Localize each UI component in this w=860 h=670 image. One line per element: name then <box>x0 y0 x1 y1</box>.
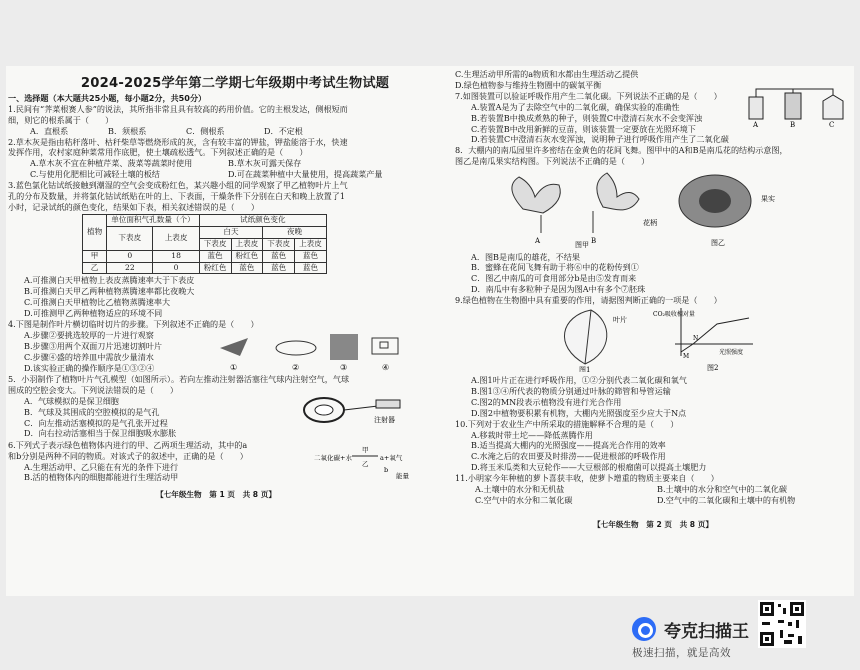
table-row <box>83 250 327 262</box>
q7-option-c[interactable]: C.若装置B中改用新鲜的豆苗，则该装置一定要放在光照环境下 <box>471 123 696 134</box>
formula-reactants: 二氧化碳+水 <box>314 453 352 462</box>
table-header-day: 白天 <box>199 226 263 238</box>
q2-options-ab <box>6 158 426 169</box>
q7-block <box>453 91 853 145</box>
table-cell: 蓝色 <box>231 262 263 274</box>
left-column <box>6 66 426 500</box>
table-cell: 18 <box>153 250 199 262</box>
formula-products: a+氧气 <box>380 453 403 462</box>
q2-option-d[interactable]: D.可在蔬菜种植中大量使用，提高蔬菜产量 <box>228 169 383 180</box>
q1-option-d[interactable]: D．不定根 <box>264 125 303 136</box>
figure-caption: 图乙 <box>711 238 725 247</box>
right-column <box>453 66 853 531</box>
q7-apparatus-figure <box>745 87 853 127</box>
q10-option-c[interactable]: C.水淹之后的农田要及时排涝——促进根部的呼吸作用 <box>471 451 666 462</box>
q1-stem-2: 细，则它的根系属于（ ） <box>8 114 114 125</box>
q3-stem-1: 3.蓝色氯化钴试纸接触到潮湿的空气会变成粉红色，某兴趣小组的同学观察了甲乙植物叶片上气 <box>8 180 348 191</box>
q4-option-b[interactable]: B.步骤③用两个双面刀片迅速切割叶片 <box>24 340 163 351</box>
q3-option-c[interactable]: C.可推测白天甲植物比乙植物蒸腾速率大 <box>24 297 171 308</box>
step-label: ④ <box>382 362 390 372</box>
q6-option-b[interactable]: B.活的植物体内的细胞都能进行生理活动甲 <box>24 472 179 483</box>
q10-option-b[interactable]: B.适当提高大棚内的光照强度——提高光合作用的效率 <box>471 440 666 451</box>
q1-options <box>6 126 426 137</box>
table-subheader-night-lower: 下表皮 <box>263 238 295 250</box>
table-cell: 乙 <box>83 262 107 274</box>
q11-option-b[interactable]: B.土壤中的水分和空气中的二氧化碳 <box>657 484 787 495</box>
petri-dish-icon <box>276 341 316 355</box>
formula-energy: 能量 <box>396 471 409 480</box>
q5-option-a[interactable]: A．气球模拟的是保卫细胞 <box>24 395 119 406</box>
q9-option-c[interactable]: C.图2的MN段表示植物没有进行光合作用 <box>471 396 622 407</box>
table-header-count: 单位面积气孔数量（个） <box>107 214 200 226</box>
page-footer-2: 【七年级生物 第 2 页 共 8 页】 <box>593 519 713 529</box>
q3-data-table <box>82 214 327 275</box>
q5-stem-2: 围成的空腔会变大。下列说法错误的是（ ） <box>8 384 178 395</box>
table-header-upper: 上表皮 <box>153 226 199 250</box>
q10-option-a[interactable]: A.移栽时带土坨——降低蒸腾作用 <box>471 429 593 440</box>
q5-stomata-model-figure <box>298 390 408 436</box>
q11-options-ab <box>453 484 853 495</box>
step-label: ① <box>230 362 238 372</box>
flask-label: A <box>753 120 759 127</box>
q6-option-c[interactable]: C.生理活动甲所需的a物质和水都由生理活动乙提供 <box>455 69 639 79</box>
watermark-subtitle: 极速扫描，就是高效 <box>632 647 731 659</box>
flask-label: B <box>790 120 796 127</box>
q2-stem-2: 发挥作用，农村家庭种菜常用作底肥，使土壤疏松透气。下列叙述正确的是（ ） <box>8 147 308 158</box>
exam-sheet <box>6 66 854 596</box>
q4-stem: 4.下图是制作叶片横切临时切片的步骤。下列叙述不正确的是（ ） <box>8 319 259 330</box>
flask-b-icon <box>785 93 801 119</box>
q11-option-d[interactable]: D.空气中的二氧化碳和土壤中的有机物 <box>657 494 796 505</box>
q5-option-d[interactable]: D．向右拉动活塞相当于保卫细胞吸水膨胀 <box>24 428 177 439</box>
table-cell: 蓝色 <box>295 262 327 274</box>
formula-b: b <box>384 465 389 474</box>
q9-option-d[interactable]: D.图2中植物要积累有机物，大棚内光照强度至少应大于N点 <box>471 407 687 418</box>
table-subheader-night-upper: 上表皮 <box>295 238 327 250</box>
q8-option-a[interactable]: A．图B是南瓜的雄花，不结果 <box>471 251 580 262</box>
exam-title: 2024-2025学年第二学期七年级期中考试生物试题 <box>80 76 390 91</box>
q8-stem-1: 8．大棚内的南瓜园里许多密结在金黄色的花间飞舞。图甲中的A和B是南瓜花的结构示意图， <box>455 144 788 155</box>
q8-stem-2: 图乙是南瓜果实结构图。下列说法不正确的是（ ） <box>455 155 650 166</box>
watermark-title: 夸克扫描王 <box>664 622 749 642</box>
figure-caption: 图1 <box>579 366 591 373</box>
q6-formula-figure <box>312 440 420 480</box>
q2-option-c[interactable]: C.与使用化肥相比可减轻土壤的板结 <box>30 169 160 180</box>
q8-option-d[interactable]: D．南瓜中有多粒种子是因为图A中有多个⑦胚珠 <box>471 284 646 295</box>
table-cell: 0 <box>107 250 153 262</box>
q9-figures <box>453 306 853 372</box>
q1-option-c[interactable]: C．侧根系 <box>186 125 225 136</box>
q1-option-a[interactable]: A．直根系 <box>30 125 69 136</box>
q3-option-b[interactable]: B.可推测白天甲乙两种植物蒸腾速率都比夜晚大 <box>24 286 195 297</box>
q3-option-d[interactable]: D.可推测甲乙两种植物适应的环境不同 <box>24 308 163 319</box>
q6-stem-1: 6.下列式子表示绿色植物体内进行的甲、乙两项生理活动，其中的a <box>8 439 248 450</box>
q11-options-cd <box>453 495 853 506</box>
q7-option-a[interactable]: A.装置A是为了去除空气中的二氧化碳，确保实验的准确性 <box>471 101 680 112</box>
q9-stem: 9.绿色植物在生物圈中具有重要的作用，请据图判断正确的一项是（ ） <box>455 295 722 306</box>
table-cell: 粉红色 <box>199 262 231 274</box>
syringe-label: 注射器 <box>374 415 395 424</box>
q6-stem-2: 和b分别是两种不同的物质。对该式子的叙述中，正确的是（ ） <box>8 450 248 461</box>
table-cell: 蓝色 <box>295 250 327 262</box>
table-header-night: 夜晚 <box>263 226 327 238</box>
q8-option-c[interactable]: C．图乙中南瓜的可食用部分b是由⑤发育而来 <box>471 273 637 284</box>
syringe-icon <box>376 400 400 408</box>
q2-options-cd <box>6 169 426 180</box>
figure-label: 叶片 <box>613 316 627 325</box>
q1-stem-1: 1.民间有“荠菜根赛人参”的说法，其所指非常且具有较高的药用价值。它的主根发达，侧根短而 <box>8 103 348 114</box>
q9-option-b[interactable]: B.图1③④所代表的物质分别通过叶脉的筛管和导管运输 <box>471 385 671 396</box>
figure-label: A <box>535 236 541 245</box>
figure-label: 果实 <box>761 194 775 203</box>
q8-option-b[interactable]: B．蜜蜂在花间飞舞有助于将⑥中的花粉传到① <box>471 262 639 273</box>
q10-option-d[interactable]: D.将玉米瓜类和大豆轮作——大豆根部的根瘤菌可以提高土壤肥力 <box>471 462 707 473</box>
q11-stem: 11.小明家今年种植的萝卜喜获丰收，使萝卜增重的物质主要来自（ ） <box>455 473 719 484</box>
axis-label-x: 光照强度 <box>719 349 744 357</box>
figure-caption: 图甲 <box>575 240 589 249</box>
q5-stem-1: 5．小羽制作了植物叶片气孔模型（如图所示）。若向左推动注射器活塞往气球内注射空气，气球 <box>8 373 350 384</box>
table-cell: 粉红色 <box>231 250 263 262</box>
formula-process-1: 甲 <box>362 445 369 454</box>
figure-caption: 图2 <box>707 364 719 373</box>
q2-stem-1: 2.草木灰是指由秸秆落叶、枯秆柴草等燃烧形成的灰，含有较丰富的钾盐，钾盐能溶于水，快速 <box>8 136 348 147</box>
q4-option-a[interactable]: A.步骤②要挑选较厚的一片进行观察 <box>24 329 154 340</box>
q4-steps-figure <box>206 330 406 374</box>
table-header-color: 试纸颜色变化 <box>199 214 326 226</box>
q2-option-a[interactable]: A.草木灰不宜在种植芹菜、菠菜等蔬菜时使用 <box>30 158 193 169</box>
table-cell: 甲 <box>83 250 107 262</box>
step-label: ③ <box>340 362 348 372</box>
point-n: N <box>693 335 699 343</box>
step-label: ② <box>292 362 300 372</box>
co2-curve <box>681 318 749 352</box>
hand-slicing-icon <box>330 334 358 360</box>
q8-flower-figure <box>453 167 853 249</box>
table-subheader-day-lower: 下表皮 <box>199 238 231 250</box>
table-header-plant: 植物 <box>83 214 107 250</box>
section-heading: 一、选择题（本大题共25小题，每小题2分，共50分） <box>8 92 207 103</box>
q7-option-b[interactable]: B.若装置B中换成煮熟的种子，则装置C中澄清石灰水不会变浑浊 <box>471 112 703 123</box>
q7-stem: 7.如图装置可以验证呼吸作用产生二氧化碳。下列说法不正确的是（ ） <box>455 90 722 101</box>
q11-option-c[interactable]: C.空气中的水分和二氧化碳 <box>475 494 573 505</box>
q7-option-d[interactable]: D.若装置C中澄清石灰水变浑浊，说明种子进行呼吸作用产生了二氧化碳 <box>471 134 729 145</box>
q1-option-b[interactable]: B．须根系 <box>108 125 147 136</box>
leaf-icon <box>220 338 248 356</box>
flask-a-icon <box>749 97 763 119</box>
q5-option-c[interactable]: C．向左推动活塞模拟的是气孔张开过程 <box>24 417 168 428</box>
flower-b-icon <box>597 173 639 210</box>
formula-process-2: 乙 <box>362 459 369 468</box>
table-subheader-day-upper: 上表皮 <box>231 238 263 250</box>
table-row <box>83 262 327 274</box>
table-header-lower: 下表皮 <box>107 226 153 250</box>
q4-option-c[interactable]: C.步骤④盛的培养皿中需放少量清水 <box>24 351 154 362</box>
q9-option-a[interactable]: A.图1叶片正在进行呼吸作用，①②分别代表二氧化碳和氧气 <box>471 374 687 385</box>
figure-label: 花柄 <box>643 218 657 227</box>
q2-option-b[interactable]: B.草木灰可露天保存 <box>228 158 302 169</box>
figure-label: B <box>591 236 597 245</box>
q3-stem-3: 小时，记录试纸的颜色变化，结果如下表，相关叙述错误的是（ ） <box>8 201 259 212</box>
q6-option-d[interactable]: D.绿色植物参与维持生物圈中的碳氧平衡 <box>455 79 602 90</box>
qr-code-icon[interactable] <box>758 600 806 648</box>
table-cell: 蓝色 <box>263 250 295 262</box>
page-footer-1: 【七年级生物 第 1 页 共 8 页】 <box>156 489 276 499</box>
q3-stem-2: 孔的分布及数量，并将氯化钴试纸贴在叶的上、下表面，干燥条件下分别在白天和晚上放置了1 <box>8 191 345 202</box>
q4-option-d[interactable]: D.该实验正确的操作顺序是①③②④ <box>24 362 155 373</box>
flask-c-icon <box>823 95 843 119</box>
axis-label-y: CO₂吸收相对量 <box>653 311 695 319</box>
table-cell: 蓝色 <box>199 250 231 262</box>
q5-option-b[interactable]: B．气球及其围成的空腔模拟的是气孔 <box>24 406 160 417</box>
q6-option-a[interactable]: A.生理活动甲、乙只能在有光的条件下进行 <box>24 461 179 472</box>
slide-icon <box>372 338 398 354</box>
q11-option-a[interactable]: A.土壤中的水分和无机盐 <box>475 484 565 495</box>
flower-a-icon <box>512 177 560 213</box>
q4-block <box>6 330 426 374</box>
q5-block <box>6 396 426 440</box>
point-m: M <box>683 353 690 361</box>
q3-option-a[interactable]: A.可推测白天甲植物上表皮蒸腾速率大于下表皮 <box>24 275 195 286</box>
table-cell: 0 <box>153 262 199 274</box>
flask-label: C <box>829 120 835 127</box>
q10-stem: 10.下列对于农业生产中所采取的措施解释不合理的是（ ） <box>455 418 679 429</box>
table-cell: 22 <box>107 262 153 274</box>
quark-logo-icon <box>632 617 656 641</box>
table-cell: 蓝色 <box>263 262 295 274</box>
